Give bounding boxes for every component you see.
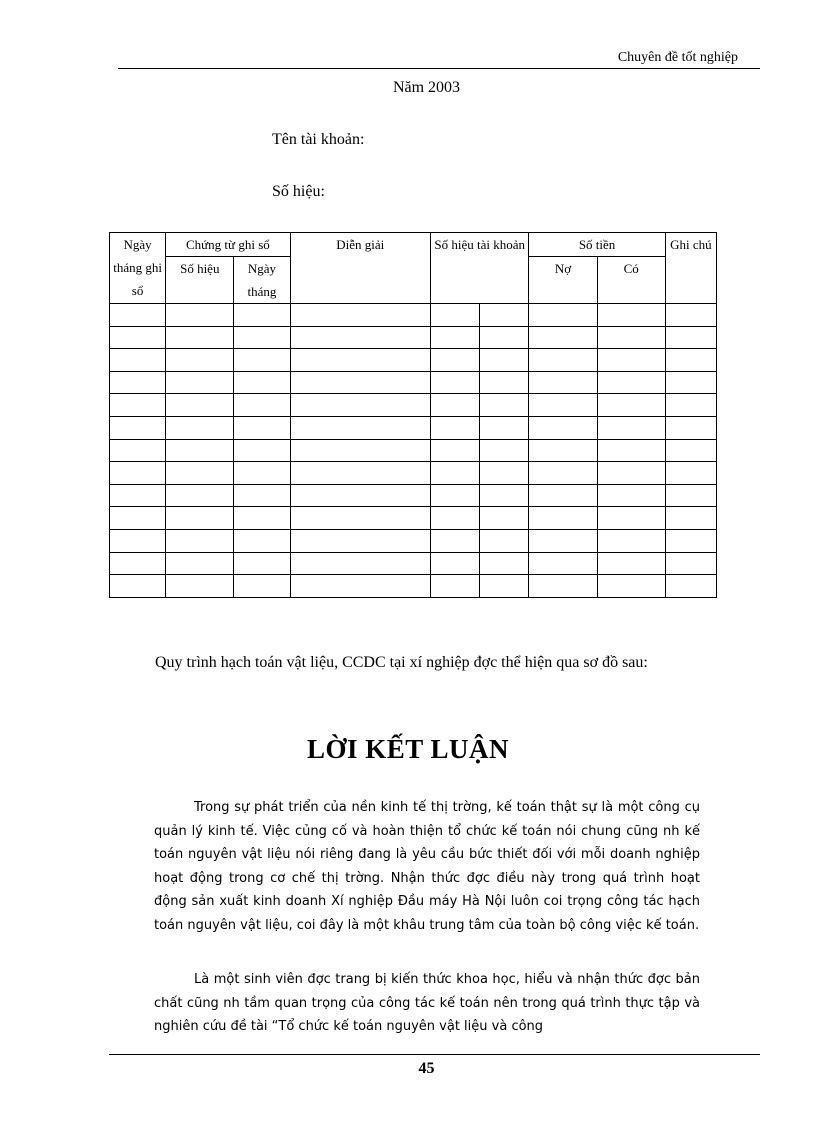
table-cell	[480, 507, 529, 530]
table-cell	[597, 416, 665, 439]
table-cell	[597, 529, 665, 552]
table-cell	[110, 575, 166, 598]
table-cell	[529, 349, 597, 372]
table-row	[110, 575, 717, 598]
table-cell	[529, 416, 597, 439]
table-cell	[480, 462, 529, 485]
table-cell	[110, 484, 166, 507]
table-cell	[110, 439, 166, 462]
header-credit: Có	[597, 257, 665, 304]
table-cell	[665, 484, 716, 507]
table-cell	[166, 304, 234, 327]
account-name-label: Tên tài khoản:	[272, 131, 365, 148]
table-cell	[529, 575, 597, 598]
table-cell	[529, 462, 597, 485]
table-cell	[166, 371, 234, 394]
table-cell	[166, 416, 234, 439]
table-cell	[110, 552, 166, 575]
table-cell	[110, 416, 166, 439]
table-cell	[597, 575, 665, 598]
table-cell	[480, 349, 529, 372]
table-row	[110, 529, 717, 552]
table-cell	[597, 349, 665, 372]
table-cell	[431, 439, 480, 462]
table-cell	[665, 529, 716, 552]
table-cell	[529, 326, 597, 349]
table-cell	[234, 529, 290, 552]
table-cell	[480, 371, 529, 394]
table-row	[110, 304, 717, 327]
table-cell	[597, 371, 665, 394]
table-cell	[110, 326, 166, 349]
table-cell	[480, 416, 529, 439]
table-cell	[166, 484, 234, 507]
table-cell	[431, 326, 480, 349]
table-row	[110, 484, 717, 507]
running-header: Chuyên đề tốt nghiệp	[617, 50, 738, 65]
table-cell	[431, 349, 480, 372]
table-cell	[166, 326, 234, 349]
table-row	[110, 371, 717, 394]
table-cell	[166, 552, 234, 575]
conclusion-paragraph-2: Là một sinh viên đợc trang bị kiến thức khoa học, hiểu và nhận thức đợc bản chất cũng nh tầm quan trọng của công tác kế toán nên trong quá trình thực tập và nghiên cứu đề tài “Tổ chức kế toán nguyên vật liệu và công	[154, 972, 700, 1034]
form-year: Năm 2003	[392, 79, 461, 96]
table-cell	[234, 394, 290, 417]
table-cell	[290, 326, 430, 349]
header-voucher-number: Số hiệu	[166, 257, 234, 304]
table-cell	[480, 394, 529, 417]
table-cell	[234, 371, 290, 394]
table-cell	[166, 529, 234, 552]
table-cell	[290, 484, 430, 507]
table-cell	[166, 394, 234, 417]
table-cell	[234, 416, 290, 439]
page-number: 45	[418, 1060, 435, 1077]
table-cell	[529, 507, 597, 530]
table-cell	[529, 439, 597, 462]
table-cell	[110, 304, 166, 327]
table-row	[110, 349, 717, 372]
table-cell	[290, 439, 430, 462]
table-cell	[290, 349, 430, 372]
table-cell	[234, 575, 290, 598]
table-cell	[290, 552, 430, 575]
table-cell	[529, 371, 597, 394]
table-cell	[234, 439, 290, 462]
account-number-label: Số hiệu:	[272, 183, 325, 200]
header-debit: Nợ	[529, 257, 597, 304]
process-paragraph: Quy trình hạch toán vật liệu, CCDC tại xí nghiệp đợc thể hiện qua sơ đồ sau:	[155, 654, 648, 671]
table-cell	[597, 304, 665, 327]
table-cell	[431, 462, 480, 485]
table-cell	[431, 304, 480, 327]
header-note: Ghi chú	[665, 233, 716, 304]
table-cell	[431, 371, 480, 394]
table-cell	[110, 371, 166, 394]
table-cell	[110, 529, 166, 552]
table-cell	[234, 326, 290, 349]
table-row	[110, 326, 717, 349]
table-row	[110, 552, 717, 575]
table-cell	[665, 304, 716, 327]
table-cell	[665, 462, 716, 485]
table-cell	[480, 552, 529, 575]
table-cell	[166, 462, 234, 485]
header-rule	[118, 68, 760, 69]
table-cell	[665, 552, 716, 575]
table-cell	[166, 575, 234, 598]
table-cell	[234, 304, 290, 327]
table-cell	[529, 529, 597, 552]
table-cell	[290, 462, 430, 485]
table-cell	[480, 326, 529, 349]
table-cell	[597, 484, 665, 507]
header-account-number: Số hiệu tài khoản	[431, 233, 529, 304]
table-cell	[290, 416, 430, 439]
table-cell	[431, 416, 480, 439]
table-cell	[166, 507, 234, 530]
table-cell	[529, 552, 597, 575]
table-row	[110, 439, 717, 462]
table-cell	[110, 349, 166, 372]
table-cell	[290, 304, 430, 327]
table-cell	[110, 462, 166, 485]
table-cell	[290, 394, 430, 417]
table-cell	[290, 507, 430, 530]
header-description: Diễn giải	[290, 233, 430, 304]
table-cell	[665, 507, 716, 530]
table-cell	[597, 462, 665, 485]
table-cell	[290, 529, 430, 552]
table-cell	[166, 439, 234, 462]
table-row	[110, 507, 717, 530]
table-cell	[431, 552, 480, 575]
table-cell	[597, 552, 665, 575]
table-cell	[234, 349, 290, 372]
header-date-recorded: Ngày tháng ghi sổ	[110, 233, 166, 304]
header-amount-group: Số tiền	[529, 233, 665, 257]
table-cell	[480, 529, 529, 552]
table-cell	[665, 371, 716, 394]
table-cell	[110, 394, 166, 417]
table-cell	[431, 529, 480, 552]
table-cell	[665, 349, 716, 372]
conclusion-title: LỜI KẾT LUẬN	[306, 734, 510, 764]
table-cell	[597, 507, 665, 530]
header-voucher-group: Chứng từ ghi sổ	[166, 233, 290, 257]
table-row	[110, 416, 717, 439]
conclusion-paragraph-1: Trong sự phát triển của nền kinh tế thị trờng, kế toán thật sự là một công cụ quản lý kinh tế. Việc củng cố và hoàn thiện tổ chức kế toán nói chung cũng nh kế toán nguyên vật liệu nói riêng đang là yêu cầu bức thiết đối với mỗi doanh nghiệp hoạt động trong cơ chế thị trờng. Nhận thức đợc điều này trong quá trình hoạt động sản xuất kinh doanh Xí nghiệp Đầu máy Hà Nội luôn coi trọng công tác hạch toán nguyên vật liệu, coi đây là một khâu trung tâm của toàn bộ công việc kế toán.	[154, 800, 700, 933]
table-cell	[529, 394, 597, 417]
table-cell	[665, 439, 716, 462]
table-cell	[529, 304, 597, 327]
table-cell	[290, 575, 430, 598]
table-row	[110, 394, 717, 417]
table-cell	[234, 507, 290, 530]
table-cell	[431, 507, 480, 530]
table-row	[110, 462, 717, 485]
table-cell	[431, 575, 480, 598]
table-cell	[480, 575, 529, 598]
table-cell	[597, 326, 665, 349]
table-cell	[234, 552, 290, 575]
table-cell	[166, 349, 234, 372]
table-cell	[597, 439, 665, 462]
table-cell	[529, 484, 597, 507]
table-cell	[597, 394, 665, 417]
table-cell	[110, 507, 166, 530]
table-cell	[234, 484, 290, 507]
ledger-table	[109, 232, 717, 598]
table-cell	[665, 326, 716, 349]
table-cell	[665, 416, 716, 439]
footer-rule	[109, 1054, 760, 1055]
table-cell	[431, 484, 480, 507]
table-cell	[234, 462, 290, 485]
table-cell	[480, 484, 529, 507]
table-cell	[665, 575, 716, 598]
table-cell	[665, 394, 716, 417]
table-cell	[431, 394, 480, 417]
table-cell	[480, 304, 529, 327]
header-voucher-date: Ngày tháng	[234, 257, 290, 304]
table-cell	[290, 371, 430, 394]
table-cell	[480, 439, 529, 462]
